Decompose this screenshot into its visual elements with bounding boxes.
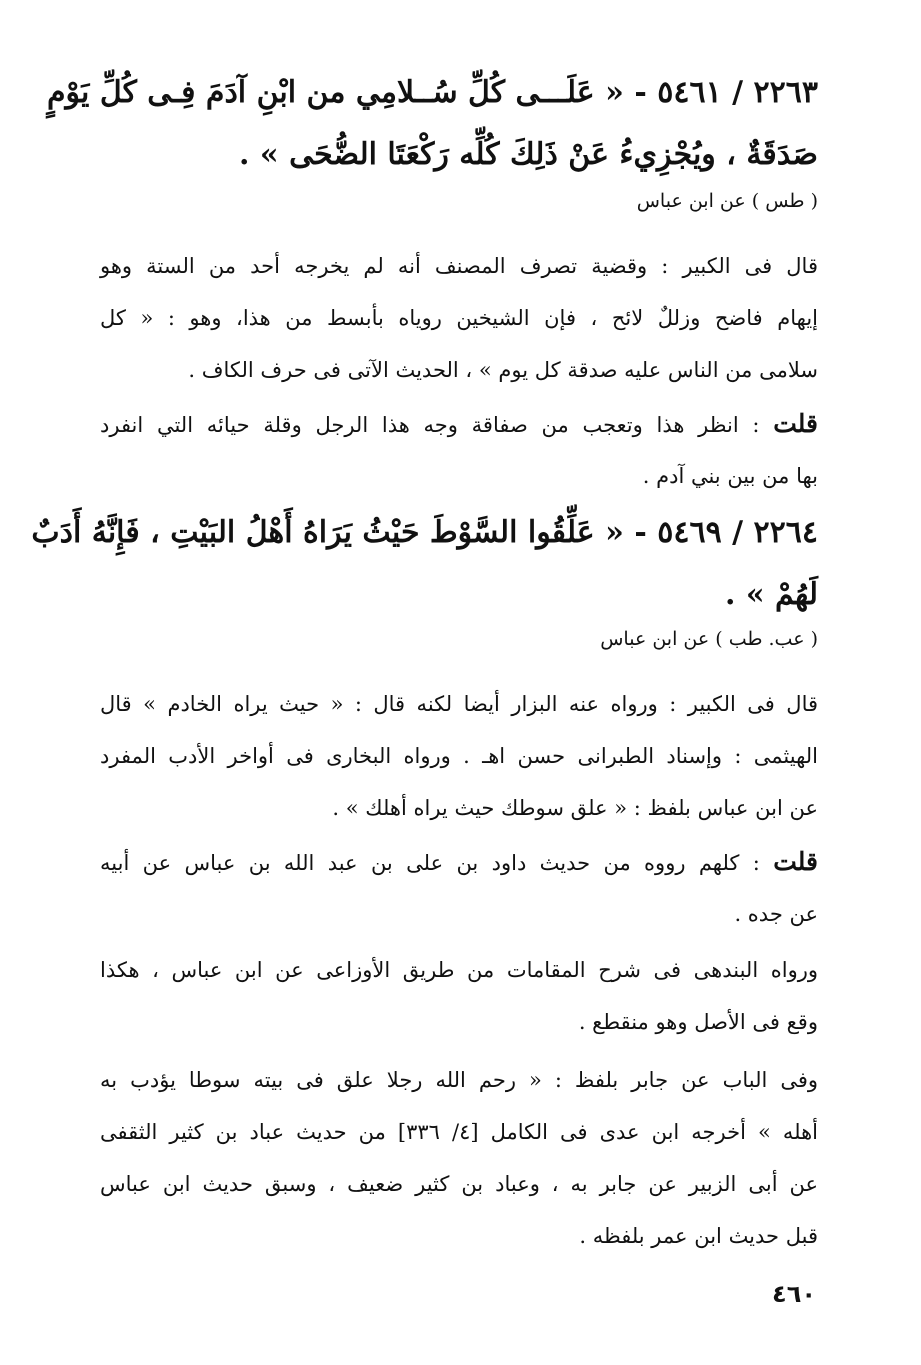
commentary-paragraph	[100, 1054, 818, 1262]
commentary-line: إيهام فاضح وزللٌ لائح ، فإن الشيخين روياه بأبسط من هذا، وهو : « كل	[100, 306, 818, 330]
hadith-line: ٢٢٦٤ / ٥٤٦٩ - « عَلِّقُوا السَّوْطَ حَيْثُ يَرَاهُ أَهْلُ البَيْتِ ، فَإِنَّهُ أَدَبٌ	[31, 515, 818, 550]
hadith-line: صَدَقَةٌ ، ويُجْزِيءُ عَنْ ذَلِكَ كُلِّه رَكْعَتَا الضُّحَى » .	[239, 137, 818, 172]
commentary-text: : انظر هذا وتعجب من صفاقة وجه هذا الرجل وقلة حيائه التي انفرد	[100, 413, 760, 437]
commentary-paragraph	[100, 944, 818, 1048]
hadith-source	[100, 186, 818, 216]
qult-label: قلت	[773, 847, 818, 876]
hadith-line: لَهُمْ » .	[724, 577, 818, 612]
hadith-source	[100, 624, 818, 654]
source-text: ( طس ) عن ابن عباس	[636, 190, 818, 212]
commentary-line: قبل حديث ابن عمر بلفظه .	[579, 1224, 818, 1248]
commentary-line: قال فى الكبير : وقضية تصرف المصنف أنه لم يخرجه أحد من الستة وهو	[100, 254, 818, 278]
commentary-line: عن أبى الزبير عن جابر به ، وعباد بن كثير ضعيف ، وسبق حديث ابن عباس	[100, 1172, 818, 1196]
commentary-paragraph	[100, 678, 818, 834]
commentary-line: عن جده .	[734, 902, 818, 926]
commentary-paragraph	[100, 240, 818, 396]
commentary-line: سلامى من الناس عليه صدقة كل يوم » ، الحديث الآتى فى حرف الكاف .	[188, 358, 818, 382]
commentary-line: وقع فى الأصل وهو منقطع .	[578, 1010, 818, 1034]
commentary-line: بها من بين بني آدم .	[642, 464, 818, 488]
commentary-line: أهله » أخرجه ابن عدى فى الكامل [٤/ ٣٣٦] من حديث عباد بن كثير الثقفى	[100, 1120, 818, 1144]
commentary-line	[100, 836, 818, 888]
commentary-line: قال فى الكبير : ورواه عنه البزار أيضا لكنه قال : « حيث يراه الخادم » قال	[100, 692, 818, 716]
commentary-line: الهيثمى : وإسناد الطبرانى حسن اهـ . ورواه البخارى فى أواخر الأدب المفرد	[100, 744, 818, 768]
commentary-line: ورواه البندهى فى شرح المقامات من طريق الأوزاعى عن ابن عباس ، هكذا	[100, 958, 818, 982]
hadith-2264	[31, 502, 818, 626]
qult-label: قلت	[773, 409, 818, 438]
commentary-text: : كلهم رووه من حديث داود بن على بن عبد الله بن عباس عن أبيه	[100, 851, 760, 875]
source-text: ( عب. طب ) عن ابن عباس	[600, 628, 818, 650]
hadith-line: ٢٢٦٣ / ٥٤٦١ - « عَلَـــى كُلِّ سُــلامِي من ابْنِ آدَمَ فِـى كُلِّ يَوْمٍ	[46, 75, 818, 110]
commentary-line	[100, 398, 818, 450]
commentary-line: وفى الباب عن جابر بلفظ : « رحم الله رجلا علق فى بيته سوطا يؤدب به	[100, 1068, 818, 1092]
hadith-2263	[46, 62, 818, 186]
qult-paragraph	[100, 398, 818, 502]
qult-paragraph	[100, 836, 818, 940]
commentary-line: عن ابن عباس بلفظ : « علق سوطك حيث يراه أهلك » .	[332, 796, 818, 820]
page-number: ٤٦٠	[772, 1280, 816, 1308]
